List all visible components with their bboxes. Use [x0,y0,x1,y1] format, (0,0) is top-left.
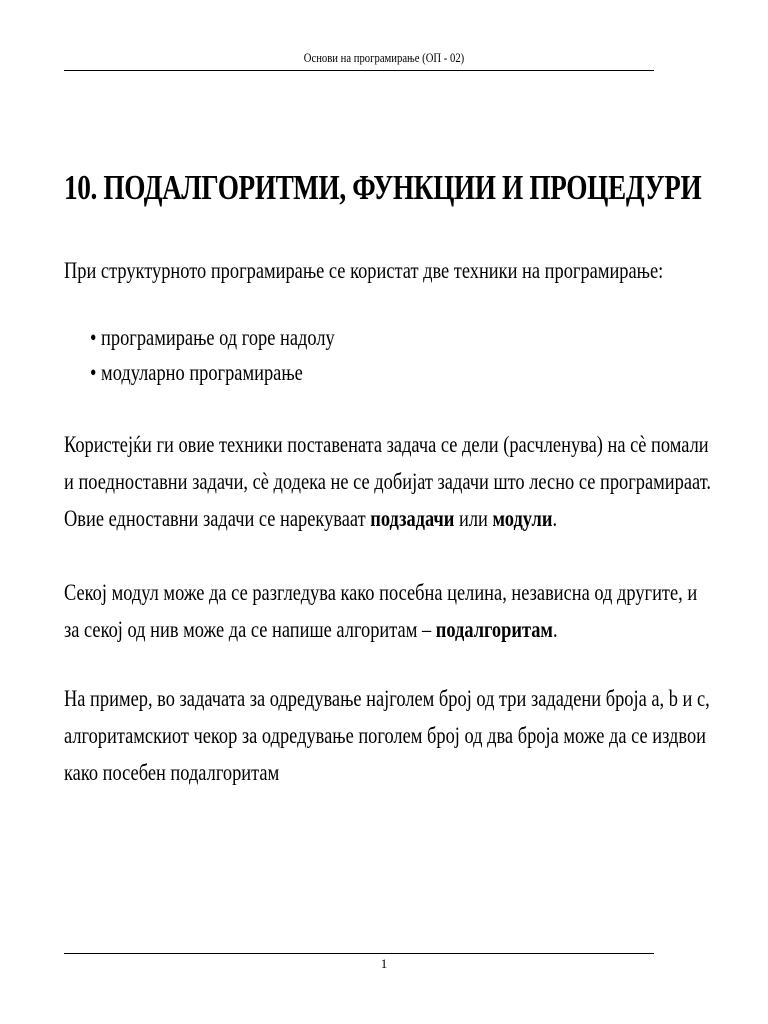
chapter-title: 10. ПОДАЛГОРИТМИ, ФУНКЦИИ И ПРОЦЕДУРИ [64,168,702,207]
paragraph-line: и поедноставни задачи, сè додека не се добијат задачи што лесно се програмираат. [64,469,711,494]
paragraph-line: Користејќи ги овие техники поставената задача се дели (расчленува) на сè помали [64,432,709,457]
term-subtasks: подзадачи [370,506,455,531]
text-fragment: Овие едноставни задачи се нарекуваат [64,506,371,531]
list-item: • програмирање од горе надолу [90,320,335,355]
intro-paragraph: При структурното програмирање се користат две техники на програмирање: [64,258,664,283]
text-fragment: . [552,506,558,531]
page-number: 1 [380,956,388,971]
paragraph-modules [64,574,697,648]
paragraph-line: како посебен подалгоритам [64,760,280,785]
text-fragment: или [454,506,493,531]
paragraph-line [64,611,697,648]
list-item: • модуларно програмирање [90,355,335,390]
paragraph-line: алгоритамскиот чекор за одредување поголем број од два броја може да се издвои [64,723,707,748]
paragraph-line: Секој модул може да се разгледува како посебна целина, независна од другите, и [64,580,698,605]
text-fragment: за секој од нив може да се напише алгоритам – [64,617,436,642]
technique-list [90,320,335,390]
footer-rule [64,953,654,954]
header-rule [64,70,654,71]
running-header: Основи на програмирање (ОП - 02) [303,50,465,65]
term-modules: модули [492,506,553,531]
term-subalgorithm: подалгоритам [435,617,553,642]
paragraph-example [64,680,710,791]
paragraph-decomposition [64,426,711,537]
paragraph-line: На пример, во задачата за одредување најголем број од три зададени броја а, b и c, [64,686,710,711]
text-fragment: . [552,617,558,642]
paragraph-line [64,500,711,537]
